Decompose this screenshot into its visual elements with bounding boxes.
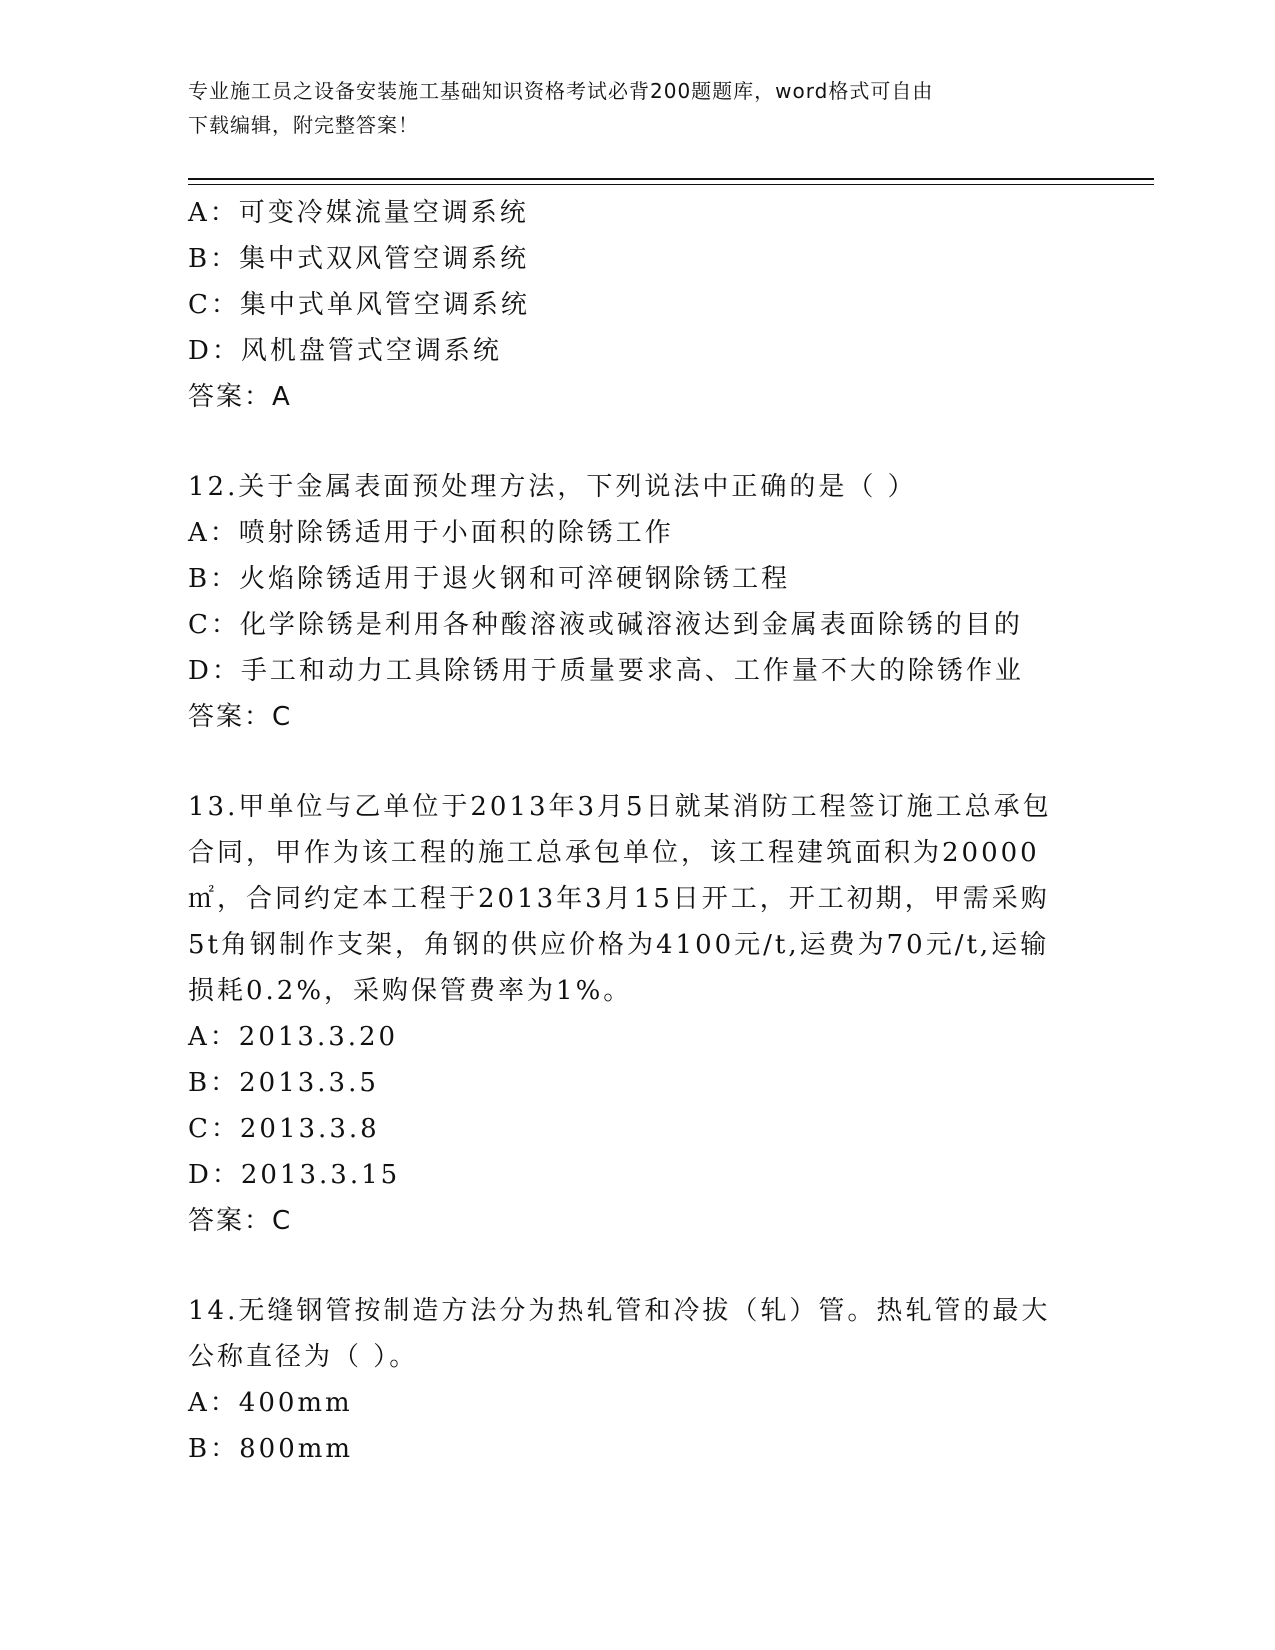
- option-c: C：化学除锈是利用各种酸溶液或碱溶液达到金属表面除锈的目的: [188, 610, 1023, 640]
- option-b: B：集中式双风管空调系统: [188, 244, 530, 274]
- option-a: A：2013.3.20: [188, 1022, 399, 1052]
- option-d: D：风机盘管式空调系统: [188, 336, 502, 366]
- question-stem: 14.无缝钢管按制造方法分为热轧管和冷拔（轧）管。热轧管的最大公称直径为（ ）。: [188, 1296, 1051, 1372]
- header-rule-thick: [188, 178, 1154, 180]
- header-rule-thin: [188, 184, 1154, 185]
- option-d: D：2013.3.15: [188, 1160, 401, 1190]
- question-13: [188, 784, 1088, 1244]
- question-12: [188, 464, 1088, 740]
- option-b: B：2013.3.5: [188, 1068, 379, 1098]
- option-c: C：2013.3.8: [188, 1114, 380, 1144]
- option-a: A：400mm: [188, 1388, 353, 1418]
- option-a: A：可变冷媒流量空调系统: [188, 198, 529, 228]
- header-line-1: 专业施工员之设备安装施工基础知识资格考试必背200题题库，word格式可自由: [188, 79, 934, 103]
- question-stem: 12.关于金属表面预处理方法，下列说法中正确的是（ ）: [188, 472, 917, 502]
- question-stem: 13.甲单位与乙单位于2013年3月5日就某消防工程签订施工总承包合同，甲作为该工程的施工总承包单位，该工程建筑面积为20000㎡，合同约定本工程于2013年3月15日开工，开工初期，甲需采购5t角钢制作支架，角钢的供应价格为4100元/t,运费为70元/t,运输损耗0.2%，采购保管费率为1%。: [188, 792, 1052, 1006]
- option-a: A：喷射除锈适用于小面积的除锈工作: [188, 518, 674, 548]
- option-b: B：800mm: [188, 1434, 354, 1464]
- option-d: D：手工和动力工具除锈用于质量要求高、工作量不大的除锈作业: [188, 656, 1024, 686]
- question-11: [188, 190, 1088, 420]
- document-header: [188, 74, 1068, 142]
- question-14: [188, 1288, 1088, 1472]
- option-c: C：集中式单风管空调系统: [188, 290, 530, 320]
- answer: 答案：C: [188, 702, 293, 732]
- document-body: [188, 190, 1088, 1472]
- answer: 答案：C: [188, 1206, 293, 1236]
- option-b: B：火焰除锈适用于退火钢和可淬硬钢除锈工程: [188, 564, 791, 594]
- header-line-2: 下载编辑，附完整答案！: [188, 113, 419, 137]
- answer: 答案：A: [188, 382, 292, 412]
